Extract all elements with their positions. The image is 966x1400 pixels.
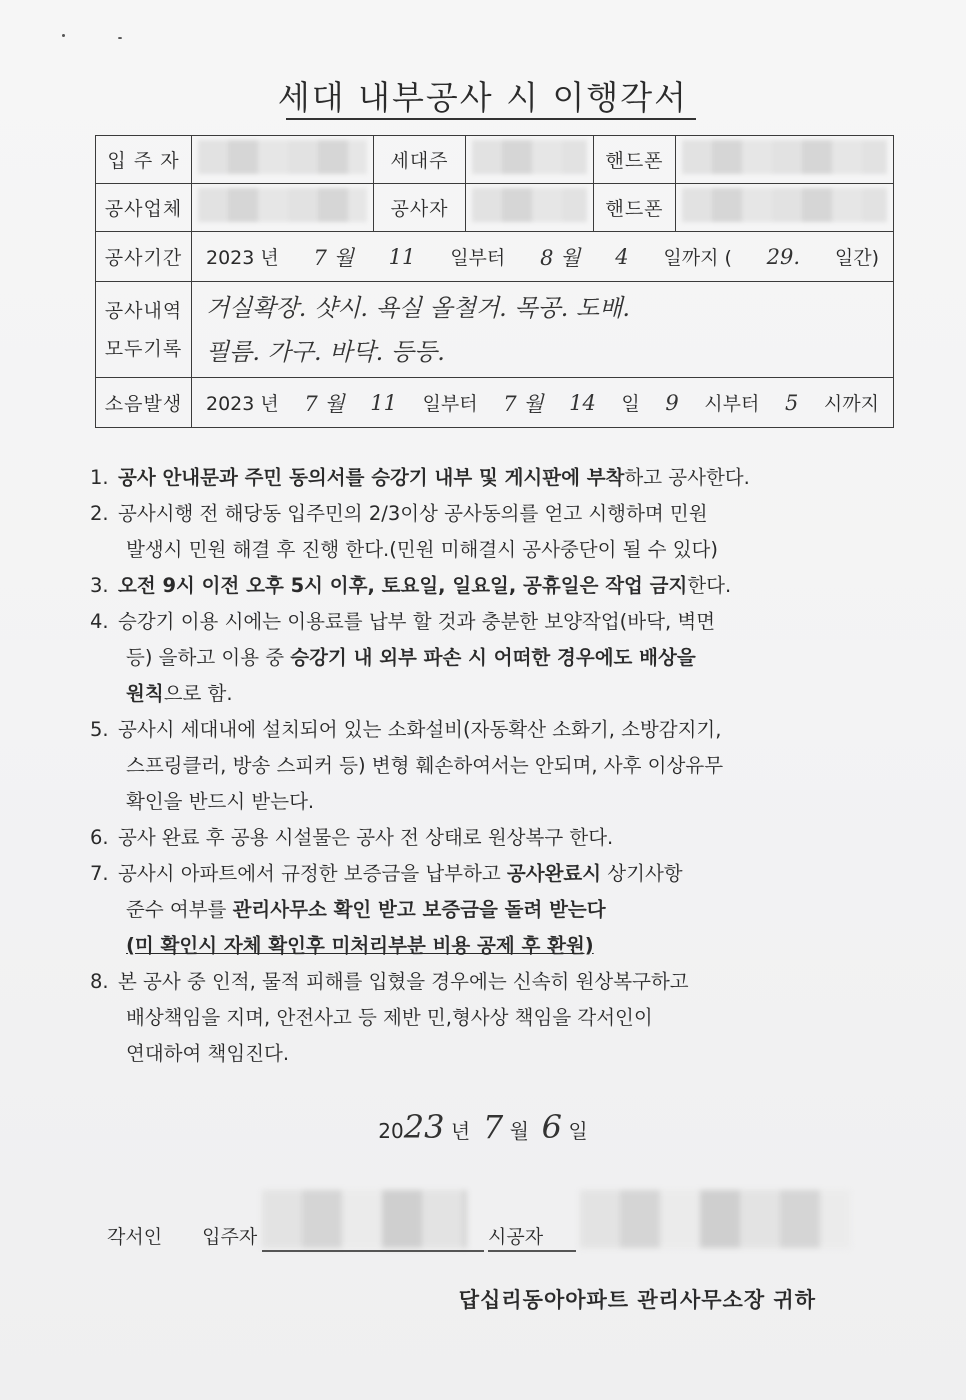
- rule-text: 하고 공사한다.: [624, 466, 750, 489]
- phone-label: 핸드폰: [594, 136, 676, 184]
- rule-text: 공사시 아파트에서 규정한 보증금을 납부하고: [118, 862, 507, 885]
- rule-text: 승강기 이용 시에는 이용료를 납부 할 것과 충분한 보양작업(바닥, 벽면: [118, 610, 716, 633]
- rule-line: [118, 604, 910, 640]
- rule-item: [90, 820, 910, 856]
- noise-from: 일부터: [422, 393, 478, 415]
- rule-text: 공사완료시: [506, 862, 602, 885]
- contractor-signature-line: [488, 1250, 576, 1252]
- signature-row: [107, 1222, 257, 1249]
- rule-text: 공사시행 전 해당동 입주민의 2/3이상 공사동의를 얻고 시행하며 민원: [118, 502, 708, 525]
- signer-label: 각서인: [107, 1226, 163, 1248]
- rule-line: [118, 640, 910, 676]
- table-row: [96, 378, 894, 428]
- company-value-redacted: [192, 184, 374, 232]
- rule-text: 공사 완료 후 공용 시설물은 공사 전 상태로 원상복구 한다.: [118, 826, 614, 849]
- rule-text: 으로 함.: [163, 682, 233, 705]
- resident-signature-line: [262, 1250, 484, 1252]
- rule-item: [90, 568, 910, 604]
- contractor-signature-redacted: [580, 1190, 850, 1248]
- noise-day-unit: 일: [621, 393, 640, 415]
- rule-number: 4.: [90, 610, 109, 633]
- signer-contractor-label: 시공자: [488, 1226, 544, 1248]
- date-month-unit: 월: [509, 1119, 529, 1143]
- noise-hour1: 9: [665, 390, 679, 415]
- rule-number: 2.: [90, 502, 109, 525]
- rule-text: 공사시 세대내에 설치되어 있는 소화설비(자동확산 소화기, 소방감지기,: [118, 718, 722, 741]
- resident-signature-redacted: [262, 1190, 467, 1248]
- rule-text: 준수 여부를: [126, 898, 233, 921]
- table-row: [96, 282, 894, 378]
- rule-line: [118, 1036, 910, 1072]
- rule-number: 5.: [90, 718, 109, 741]
- rule-number: 1.: [90, 466, 109, 489]
- period-month1: 7 월: [313, 245, 354, 270]
- rule-text: 등) 을하고 이용 중: [126, 646, 291, 669]
- table-row: [96, 184, 894, 232]
- noise-month2: 7 월: [503, 391, 544, 416]
- period-until: 일까지 (: [663, 247, 732, 269]
- contractor-label: 공사자: [374, 184, 466, 232]
- rule-line: [118, 676, 910, 712]
- period-value: [192, 232, 894, 282]
- householder-value-redacted: [466, 136, 594, 184]
- phone2-value-redacted: [676, 184, 894, 232]
- table-row: [96, 136, 894, 184]
- table-row: [96, 232, 894, 282]
- rules-list: [90, 460, 910, 1072]
- work-value: [192, 282, 894, 378]
- rule-line: [118, 460, 910, 496]
- rule-text: 승강기 내 외부 파손 시 어떠한 경우에도 배상을: [290, 646, 696, 669]
- date-month: 7: [482, 1108, 504, 1146]
- footer-recipient: 답십리동아아파트 관리사무소장 귀하: [458, 1288, 816, 1312]
- rule-text: 공사 안내문과 주민 동의서를 승강기 내부 및 게시판에 부착: [118, 466, 625, 489]
- work-label-cell: [96, 282, 192, 378]
- date-day: 6: [541, 1108, 562, 1146]
- rule-text: 본 공사 중 인적, 물적 피해를 입혔을 경우에는 신속히 원상복구하고: [118, 970, 689, 993]
- rule-text: 발생시 민원 해결 후 진행 한다.(민원 미해결시 공사중단이 될 수 있다): [126, 538, 718, 561]
- noise-until-hour: 시까지: [823, 393, 879, 415]
- rule-text: 상기사항: [601, 862, 683, 885]
- rule-line: [118, 892, 910, 928]
- period-label: 공사기간: [96, 232, 192, 282]
- rule-item: [90, 460, 910, 496]
- rule-text: 스프링클러, 방송 스피커 등) 변형 훼손하여서는 안되며, 사후 이상유무: [126, 754, 724, 777]
- noise-month1: 7 월: [304, 391, 345, 416]
- period-days-unit: 일간): [834, 247, 879, 269]
- rule-item: [90, 712, 910, 820]
- period-year: 2023 년: [206, 247, 279, 269]
- period-day1: 11: [388, 244, 416, 269]
- rule-line: [118, 1000, 910, 1036]
- rule-text: 배상책임을 지며, 안전사고 등 제반 민,형사상 책임을 각서인이: [126, 1006, 653, 1029]
- date-day-unit: 일: [568, 1119, 588, 1143]
- rule-number: 7.: [90, 862, 109, 885]
- resident-label: 입 주 자: [96, 136, 192, 184]
- date-year-unit: 년: [450, 1119, 471, 1143]
- householder-label: 세대주: [374, 136, 466, 184]
- rule-text: 확인을 반드시 받는다.: [126, 790, 315, 813]
- rule-text: 오전 9시 이전 오후 5시 이후, 토요일, 일요일, 공휴일은 작업 금지: [118, 574, 688, 597]
- rule-text: 원칙: [126, 682, 164, 705]
- period-month2: 8 월: [540, 245, 581, 270]
- rule-line: [118, 532, 910, 568]
- rule-line: [118, 496, 910, 532]
- noise-day2: 14: [569, 390, 596, 415]
- rule-item: [90, 496, 910, 568]
- rule-text: 연대하여 책임진다.: [126, 1042, 290, 1065]
- noise-from-hour: 시부터: [704, 393, 760, 415]
- document-date: [0, 1108, 966, 1146]
- paper-speck: [62, 34, 65, 37]
- paper-speck: [118, 37, 122, 39]
- rule-line: [118, 856, 910, 892]
- rule-line: [118, 964, 910, 1000]
- rule-text: 한다.: [687, 574, 732, 597]
- rule-line: [118, 784, 910, 820]
- rule-line: [118, 820, 910, 856]
- rule-number: 8.: [90, 970, 109, 993]
- rule-number: 3.: [90, 574, 109, 597]
- rule-line: [118, 748, 910, 784]
- rule-line: [118, 928, 910, 964]
- rule-item: [90, 856, 910, 964]
- work-line-1: 거실확장. 샷시. 욕실 올철거. 목공. 도배.: [206, 293, 631, 322]
- signer-resident-label: 입주자: [202, 1226, 258, 1248]
- rule-line: [118, 568, 910, 604]
- resident-value-redacted: [192, 136, 374, 184]
- period-days: 29.: [766, 244, 801, 269]
- period-from: 일부터: [450, 247, 506, 269]
- rule-text: 관리사무소 확인 받고 보증금을 돌려 받는다: [232, 898, 606, 921]
- rule-line: [118, 712, 910, 748]
- phone-value-redacted: [676, 136, 894, 184]
- work-label: 공사내역: [104, 299, 183, 322]
- records-label: 모두기록: [104, 337, 183, 360]
- info-table: [95, 135, 894, 428]
- title-underline: [286, 118, 696, 120]
- phone2-label: 핸드폰: [594, 184, 676, 232]
- noise-label: 소음발생: [96, 378, 192, 428]
- noise-value: [192, 378, 894, 428]
- rule-item: [90, 964, 910, 1072]
- work-line-2: 필름. 가구. 바닥. 등등.: [206, 337, 445, 366]
- contractor-value-redacted: [466, 184, 594, 232]
- date-year-prefix: 20: [378, 1119, 404, 1143]
- period-day2: 4: [615, 244, 629, 269]
- document-title: 세대 내부공사 시 이행각서: [277, 78, 689, 117]
- noise-day1: 11: [370, 390, 397, 415]
- noise-hour2: 5: [784, 390, 799, 415]
- noise-year: 2023 년: [206, 393, 279, 415]
- date-year-hand: 23: [403, 1108, 445, 1146]
- rule-text: (미 확인시 자체 확인후 미처리부분 비용 공제 후 환원): [126, 934, 594, 957]
- company-label: 공사업체: [96, 184, 192, 232]
- rule-number: 6.: [90, 826, 109, 849]
- rule-item: [90, 604, 910, 712]
